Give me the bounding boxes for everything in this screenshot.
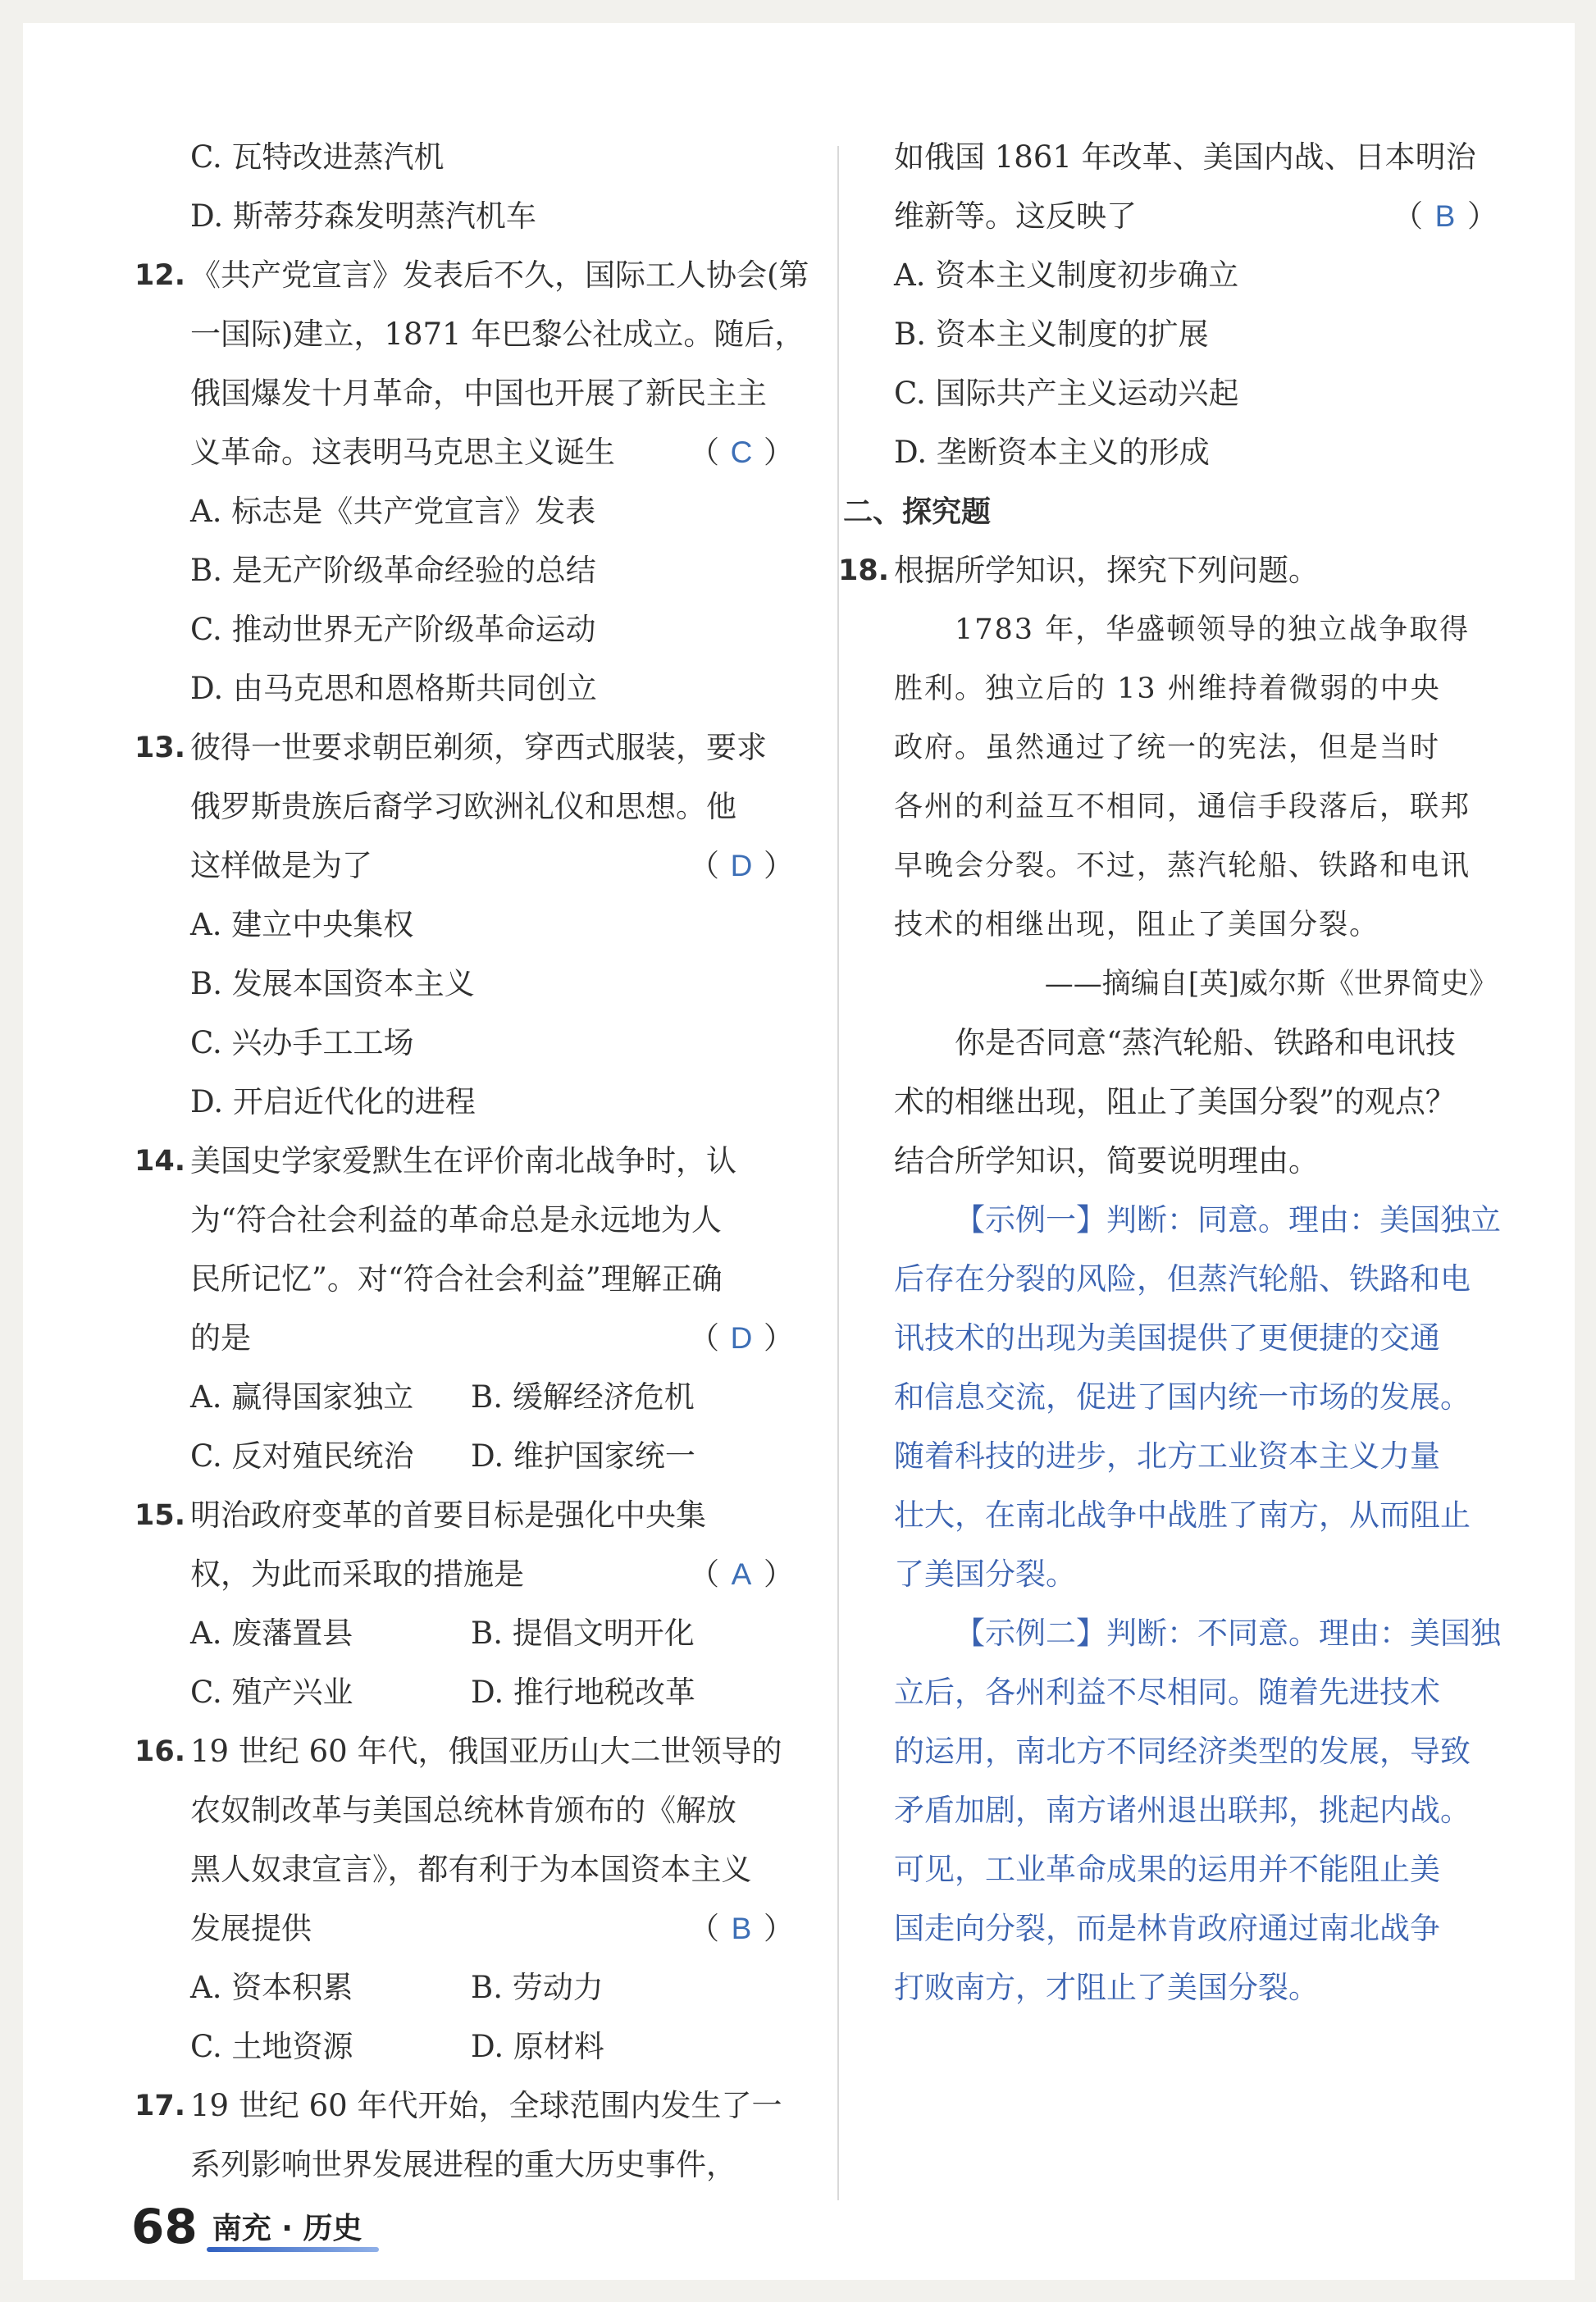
answer-option: B. 缓解经济危机 [471, 1379, 695, 1415]
text-line [139, 1781, 794, 1840]
text-line [843, 1486, 1498, 1545]
subject-underline [207, 2247, 379, 2252]
text-line [139, 1250, 794, 1309]
question-text: 为“符合社会利益的革命总是永远地为人 [190, 1202, 722, 1238]
text-line [139, 187, 794, 246]
sample-answer: 矛盾加剧，南方诸州退出联邦，挑起内战。 [894, 1793, 1471, 1828]
text-line [139, 482, 794, 541]
answer-bracket [1393, 187, 1498, 246]
text-line [139, 1014, 794, 1073]
source-material: 胜利。独立后的 13 州维持着微弱的中央 [894, 672, 1441, 705]
question-text: 术的相继出现，阻止了美国分裂”的观点？ [894, 1084, 1456, 1119]
question-text: 权，为此而采取的措施是 [190, 1557, 524, 1592]
text-line [843, 187, 1498, 246]
text-line [843, 1132, 1498, 1191]
answer-letter: D [730, 849, 753, 882]
question-stem: 根据所学知识，探究下列问题。 [894, 553, 1319, 588]
text-line [843, 1309, 1498, 1368]
answer-option: C. 土地资源 [190, 2029, 353, 2064]
answer-option: D. 维护国家统一 [471, 1438, 695, 1474]
text-line [139, 1427, 794, 1486]
answer-option: B. 资本主义制度的扩展 [894, 317, 1209, 352]
answer-option: A. 建立中央集权 [190, 907, 414, 942]
question-text: 结合所学知识，简要说明理由。 [894, 1143, 1319, 1178]
answer-bracket [689, 1309, 794, 1368]
bracket-open: （ [689, 1557, 719, 1592]
question-number: 16. [135, 1735, 186, 1768]
answer-option: A. 废藩置县 [190, 1616, 353, 1651]
text-line [843, 659, 1498, 718]
sample-answer: 国走向分裂，而是林肯政府通过南北战争 [894, 1911, 1440, 1946]
text-line [843, 896, 1498, 955]
answer-option-pair [139, 1958, 794, 2017]
answer-letter: C [730, 435, 753, 469]
sample-answer: 打败南方，才阻止了美国分裂。 [894, 1970, 1319, 2005]
text-line [843, 246, 1498, 305]
question-text: 的是 [190, 1320, 251, 1356]
sample-answer: 后存在分裂的风险，但蒸汽轮船、铁路和电 [894, 1261, 1471, 1297]
sample-answer: 讯技术的出现为美国提供了更便捷的交通 [894, 1320, 1440, 1356]
text-line [139, 896, 794, 955]
answer-letter: A [731, 1557, 752, 1591]
question-number: 17. [135, 2090, 186, 2122]
bracket-open: （ [689, 848, 719, 883]
question-stem: 19 世纪 60 年代，俄国亚历山大二世领导的 [190, 1734, 782, 1769]
question-number: 18. [838, 554, 890, 587]
text-line [838, 541, 1498, 600]
question-stem: 明治政府变革的首要目标是强化中央集 [190, 1497, 706, 1533]
bracket-open: （ [689, 435, 719, 470]
text-line [139, 1545, 794, 1604]
source-citation: ——摘编自[英]威尔斯《世界简史》 [1044, 968, 1498, 1001]
text-line [843, 1427, 1498, 1486]
text-line [843, 128, 1498, 187]
text-line [139, 1958, 794, 2017]
answer-option-pair [139, 2017, 794, 2076]
text-line [139, 2017, 794, 2076]
text-line [843, 305, 1498, 364]
answer-option: B. 提倡文明开化 [471, 1616, 695, 1651]
question-stem: 美国史学家爱默生在评价南北战争时，认 [190, 1143, 736, 1178]
answer-option-pair [139, 1368, 794, 1427]
answer-letter: D [730, 1321, 753, 1355]
text-line [843, 1781, 1498, 1840]
text-line [843, 1073, 1498, 1132]
text-line [843, 1663, 1498, 1722]
sample-answer: 【示例二】判断：不同意。理由：美国独 [955, 1616, 1501, 1651]
text-line [135, 246, 809, 305]
text-line [843, 718, 1498, 777]
text-line [843, 836, 1498, 896]
question-number: 12. [135, 259, 186, 292]
sample-answer: 立后，各州利益不尽相同。随着先进技术 [894, 1675, 1440, 1710]
section-heading: 二、探究题 [843, 495, 992, 529]
source-material: 各州的利益互不相同，通信手段落后，联邦 [894, 791, 1471, 823]
question-number: 15. [135, 1499, 186, 1532]
answer-bracket [689, 1545, 794, 1604]
text-line [139, 364, 794, 423]
question-text: 俄国爆发十月革命，中国也开展了新民主主 [190, 376, 767, 411]
text-line [139, 1840, 794, 1899]
answer-option: C. 殖产兴业 [190, 1675, 353, 1710]
question-text: 一国际)建立，1871 年巴黎公社成立。随后， [190, 317, 805, 352]
question-text: 如俄国 1861 年改革、美国内战、日本明治 [894, 139, 1476, 175]
answer-option: D. 斯蒂芬森发明蒸汽机车 [190, 198, 536, 234]
source-material: 技术的相继出现，阻止了美国分裂。 [894, 909, 1380, 941]
bracket-open: （ [689, 1320, 719, 1356]
sample-answer: 了美国分裂。 [894, 1557, 1076, 1592]
text-line [139, 659, 794, 718]
question-number: 14. [135, 1145, 186, 1178]
text-line [135, 1722, 794, 1781]
text-line [139, 1663, 794, 1722]
question-stem: 彼得一世要求朝臣剃须，穿西式服装，要求 [190, 730, 767, 765]
answer-option: A. 标志是《共产党宣言》发表 [190, 494, 596, 529]
text-line [139, 1191, 794, 1250]
answer-option-pair [139, 1427, 794, 1486]
text-line [843, 1545, 1498, 1604]
bracket-close: ） [1467, 198, 1498, 234]
sample-answer: 壮大，在南北战争中战胜了南方，从而阻止 [894, 1497, 1471, 1533]
text-line [843, 1722, 1498, 1781]
answer-letter: B [731, 1912, 752, 1945]
bracket-close: ） [764, 1320, 794, 1356]
question-stem: 《共产党宣言》发表后不久，国际工人协会(第 [190, 258, 809, 293]
answer-option: C. 国际共产主义运动兴起 [894, 376, 1239, 411]
text-line [843, 1899, 1498, 1958]
text-line [843, 482, 1498, 541]
answer-letter: B [1434, 199, 1456, 233]
question-text: 黑人奴隶宣言》，都有利于为本国资本主义 [190, 1852, 752, 1887]
answer-bracket [689, 1899, 794, 1958]
text-line [843, 1368, 1498, 1427]
text-line [139, 1368, 794, 1427]
question-text: 俄罗斯贵族后裔学习欧洲礼仪和思想。他 [190, 789, 736, 824]
text-line [843, 1840, 1498, 1899]
bracket-open: （ [1393, 198, 1423, 234]
question-text: 发展提供 [190, 1911, 312, 1946]
bracket-close: ） [764, 435, 794, 470]
text-line [843, 364, 1498, 423]
question-stem: 19 世纪 60 年代开始，全球范围内发生了一 [190, 2088, 782, 2123]
sample-answer: 可见，工业革命成果的运用并不能阻止美 [894, 1852, 1440, 1887]
sample-answer: 【示例一】判断：同意。理由：美国独立 [955, 1202, 1501, 1238]
question-text: 系列影响世界发展进程的重大历史事件， [190, 2147, 736, 2182]
left-column [135, 128, 809, 2195]
answer-option: D. 由马克思和恩格斯共同创立 [190, 671, 597, 706]
column-divider [837, 146, 839, 2200]
sample-answer: 和信息交流，促进了国内统一市场的发展。 [894, 1379, 1471, 1415]
text-line [843, 1191, 1501, 1250]
source-material: 早晚会分裂。不过，蒸汽轮船、铁路和电讯 [894, 850, 1471, 882]
question-text: 农奴制改革与美国总统林肯颁布的《解放 [190, 1793, 736, 1828]
text-line [843, 1604, 1501, 1663]
question-number: 13. [135, 732, 186, 764]
text-line [139, 1604, 794, 1663]
text-line [843, 1958, 1498, 2017]
question-text: 民所记忆”。对“符合社会利益”理解正确 [190, 1261, 723, 1297]
answer-option: D. 开启近代化的进程 [190, 1084, 476, 1119]
bracket-close: ） [764, 848, 794, 883]
text-line [135, 718, 794, 777]
text-line [139, 1073, 794, 1132]
text-line [843, 777, 1498, 836]
answer-option: C. 推动世界无产阶级革命运动 [190, 612, 596, 647]
subject-label: 南充 · 历史 [212, 2212, 363, 2245]
page-number: 68 [131, 2199, 198, 2254]
answer-option: C. 瓦特改进蒸汽机 [190, 139, 445, 175]
text-line [843, 1014, 1498, 1073]
answer-option-pair [139, 1663, 794, 1722]
answer-bracket [689, 836, 794, 896]
right-column [838, 128, 1501, 2017]
text-line [843, 1250, 1498, 1309]
source-material: 1783 年，华盛顿领导的独立战争取得 [955, 613, 1471, 646]
answer-option: C. 反对殖民统治 [190, 1438, 414, 1474]
source-material: 政府。虽然通过了统一的宪法，但是当时 [894, 732, 1441, 764]
text-line [843, 423, 1498, 482]
text-line [139, 128, 794, 187]
text-line [139, 541, 794, 600]
answer-option: D. 推行地税改革 [471, 1675, 695, 1710]
bracket-open: （ [689, 1911, 719, 1946]
text-line [139, 1899, 794, 1958]
text-line [139, 600, 794, 659]
answer-option: B. 劳动力 [471, 1970, 604, 2005]
text-line [139, 305, 805, 364]
question-text: 你是否同意“蒸汽轮船、铁路和电讯技 [955, 1025, 1456, 1060]
text-line [139, 423, 794, 482]
bracket-close: ） [764, 1557, 794, 1592]
question-text: 维新等。这反映了 [894, 198, 1137, 234]
bracket-close: ） [764, 1911, 794, 1946]
answer-option: A. 资本积累 [190, 1970, 353, 2005]
answer-option: B. 是无产阶级革命经验的总结 [190, 553, 596, 588]
answer-option-pair [139, 1604, 794, 1663]
text-line [139, 955, 794, 1014]
page-footer [131, 2185, 363, 2254]
text-line [843, 600, 1498, 659]
text-line [139, 1309, 794, 1368]
text-line [843, 955, 1498, 1014]
question-text: 这样做是为了 [190, 848, 372, 883]
question-text: 义革命。这表明马克思主义诞生 [190, 435, 615, 470]
text-line [139, 777, 794, 836]
answer-option: D. 原材料 [471, 2029, 604, 2064]
text-line [135, 1486, 794, 1545]
text-line [139, 836, 794, 896]
sample-answer: 随着科技的进步，北方工业资本主义力量 [894, 1438, 1440, 1474]
text-line [135, 2076, 794, 2136]
answer-option: D. 垄断资本主义的形成 [894, 435, 1210, 470]
answer-option: B. 发展本国资本主义 [190, 966, 475, 1001]
answer-bracket [689, 423, 794, 482]
answer-option: C. 兴办手工工场 [190, 1025, 414, 1060]
sample-answer: 的运用，南北方不同经济类型的发展，导致 [894, 1734, 1471, 1769]
text-line [135, 1132, 794, 1191]
answer-option: A. 资本主义制度初步确立 [894, 258, 1239, 293]
answer-option: A. 赢得国家独立 [190, 1379, 414, 1415]
